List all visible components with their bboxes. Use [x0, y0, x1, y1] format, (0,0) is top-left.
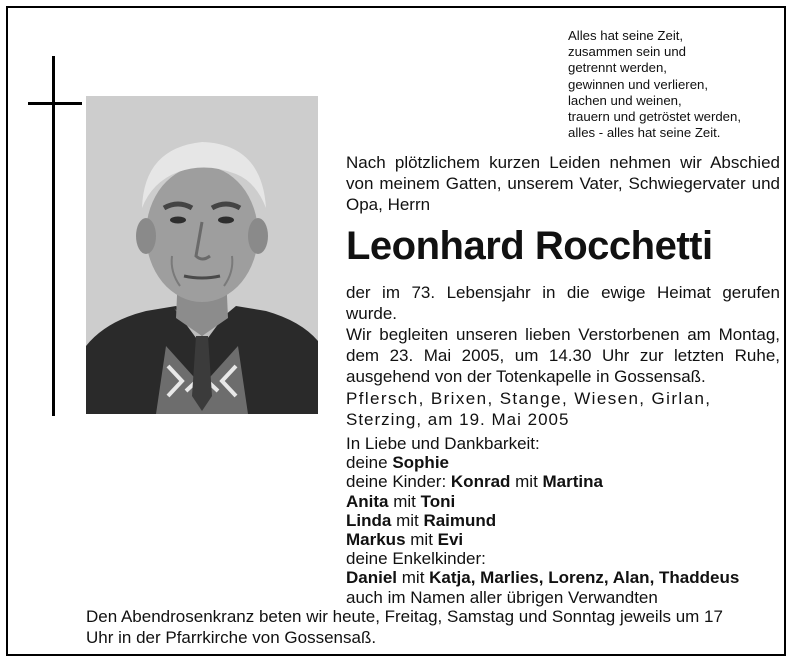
poem-line: zusammen sein und — [568, 44, 687, 60]
children-prefix: deine Kinder: — [346, 472, 451, 492]
children-line — [346, 472, 786, 491]
age-text: der im 73. Lebensjahr in die ewige Heimat gerufen wurde. — [346, 283, 780, 323]
deceased-name: Leonhard Rocchetti — [346, 224, 713, 268]
couple-line — [346, 530, 786, 549]
wife-line — [346, 453, 786, 472]
poem — [568, 28, 778, 141]
partner-name: Raimund — [423, 510, 497, 530]
with-word: mit — [388, 491, 421, 511]
family-intro: In Liebe und Dankbarkeit: — [346, 434, 540, 453]
child-name: Markus — [346, 530, 406, 550]
family-list — [346, 434, 786, 607]
with-word: mit — [397, 568, 430, 588]
closing-line: auch im Namen aller übrigen Verwandten — [346, 587, 658, 607]
footer-line: Uhr in der Pfarrkirche von Gossensaß. — [86, 628, 377, 647]
poem-line: Alles hat seine Zeit, — [568, 28, 684, 43]
footer-line: Den Abendrosenkranz beten wir heute, Freitag, Samstag und Sonntag jeweils um 17 — [86, 607, 723, 626]
poem-line: gewinnen und verlieren, — [568, 76, 709, 92]
funeral-text: Wir begleiten unseren lieben Verstorbenen am Montag, dem 23. Mai 2005, um 14.30 Uhr zur letzten Ruhe, ausgehend von der Totenkapelle in Gossensaß. — [346, 325, 780, 386]
grandchildren-names: Katja, Marlies, Lorenz, Alan, Thaddeus — [429, 568, 740, 588]
with-word: mit — [391, 510, 424, 530]
poem-line: trauern und getröstet werden, — [568, 109, 742, 125]
rosary-notice — [86, 606, 780, 648]
couple-line — [346, 492, 786, 511]
cross-bar — [28, 102, 82, 105]
grandchildren-label: deine Enkelkinder: — [346, 549, 486, 569]
portrait-photo — [86, 96, 318, 414]
poem-line: lachen und weinen, — [568, 92, 682, 108]
child-name: Anita — [346, 491, 389, 511]
places-date — [346, 388, 780, 430]
child-name: Linda — [346, 510, 392, 530]
wife-name: Sophie — [392, 453, 449, 473]
places-line: Pflersch, Brixen, Stange, Wiesen, Girlan, — [346, 389, 712, 408]
grandchild-name: Daniel — [346, 568, 398, 588]
obituary-card — [6, 6, 786, 656]
cross-icon — [52, 56, 55, 416]
wife-prefix: deine — [346, 453, 393, 473]
poem-line: alles - alles hat seine Zeit. — [568, 125, 721, 141]
couple-line — [346, 511, 786, 530]
child-name: Konrad — [450, 472, 511, 492]
places-line: Sterzing, am 19. Mai 2005 — [346, 410, 570, 429]
partner-name: Martina — [542, 472, 603, 492]
with-word: mit — [510, 472, 543, 492]
with-word: mit — [405, 530, 438, 550]
poem-line: getrennt werden, — [568, 60, 667, 76]
grandchildren-line — [346, 568, 786, 587]
partner-name: Toni — [420, 491, 456, 511]
partner-name: Evi — [437, 530, 464, 550]
intro-text: Nach plötzlichem kurzen Leiden nehmen wir Abschied von meinem Gatten, unserem Vater, Schwiegervater und Opa, Herrn — [346, 153, 780, 214]
